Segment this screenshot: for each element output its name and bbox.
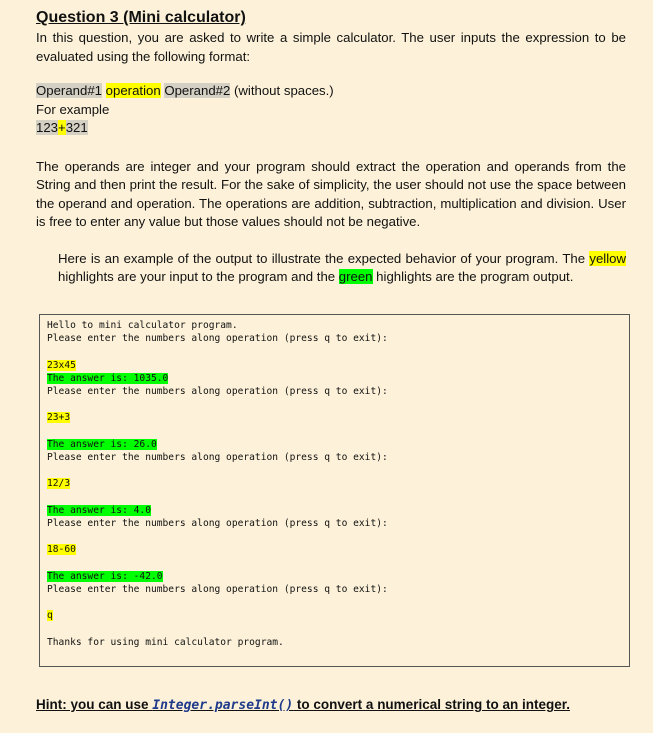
format-operand1: Operand#1	[36, 83, 102, 98]
hint-text-1: Hint: you can use	[36, 697, 153, 712]
document-page	[36, 8, 626, 287]
console-answer: The answer is: 1035.0	[47, 372, 169, 384]
green-highlight-word: green	[338, 269, 373, 284]
example-expression	[36, 119, 626, 138]
yellow-highlight-word: yellow	[589, 250, 626, 266]
console-goodbye: Thanks for using mini calculator program.	[47, 636, 284, 648]
format-line	[36, 82, 626, 101]
example-left: 123	[36, 120, 59, 135]
console-input: q	[47, 610, 53, 622]
console-input: 23x45	[47, 359, 76, 371]
console-input: 23+3	[47, 412, 71, 424]
console-greeting: Hello to mini calculator program.	[47, 320, 238, 331]
para3-text-1: Here is an example of the output to illustrate the expected behavior of your program. The	[58, 250, 590, 266]
example-output-paragraph	[58, 250, 626, 287]
hint-code: Integer.parseInt()	[152, 698, 294, 713]
question-title: Question 3 (Mini calculator)	[36, 9, 246, 26]
format-note: (without spaces.)	[230, 83, 334, 98]
console-answer: The answer is: 26.0	[47, 438, 157, 450]
operands-paragraph: The operands are integer and your program should extract the operation and operands from the String and then print the result. For the sake of simplicity, the user should not use the space between the operand and operation. The operations are addition, subtraction, multiplication and division. User is free to enter any value but those values should not be negative.	[36, 158, 626, 229]
console-input: 12/3	[47, 478, 71, 490]
console-prompt: Please enter the numbers along operation (press q to exit):	[47, 451, 388, 463]
hint-text-2: to convert a numerical string to an integer.	[293, 697, 570, 712]
console-prompt: Please enter the numbers along operation (press q to exit):	[47, 583, 388, 595]
example-op: +	[58, 120, 66, 135]
console-prompt: Please enter the numbers along operation (press q to exit):	[47, 385, 388, 397]
format-operation: operation	[105, 83, 161, 98]
para3-text-3: highlights are the program output.	[372, 269, 574, 284]
console-input: 18-60	[47, 544, 76, 556]
format-operand2: Operand#2	[164, 83, 231, 98]
example-label: For example	[36, 101, 110, 117]
console-answer: The answer is: -42.0	[47, 570, 163, 582]
console-prompt: Please enter the numbers along operation (press q to exit):	[47, 333, 388, 345]
hint-line	[36, 697, 570, 713]
console-prompt: Please enter the numbers along operation (press q to exit):	[47, 517, 388, 529]
console-output-box	[39, 314, 630, 667]
para3-text-2: highlights are your input to the program and the	[58, 269, 339, 284]
intro-paragraph: In this question, you are asked to write a simple calculator. The user inputs the expression to be evaluated using the following format:	[36, 30, 626, 64]
console-answer: The answer is: 4.0	[47, 504, 151, 516]
example-right: 321	[65, 120, 88, 135]
